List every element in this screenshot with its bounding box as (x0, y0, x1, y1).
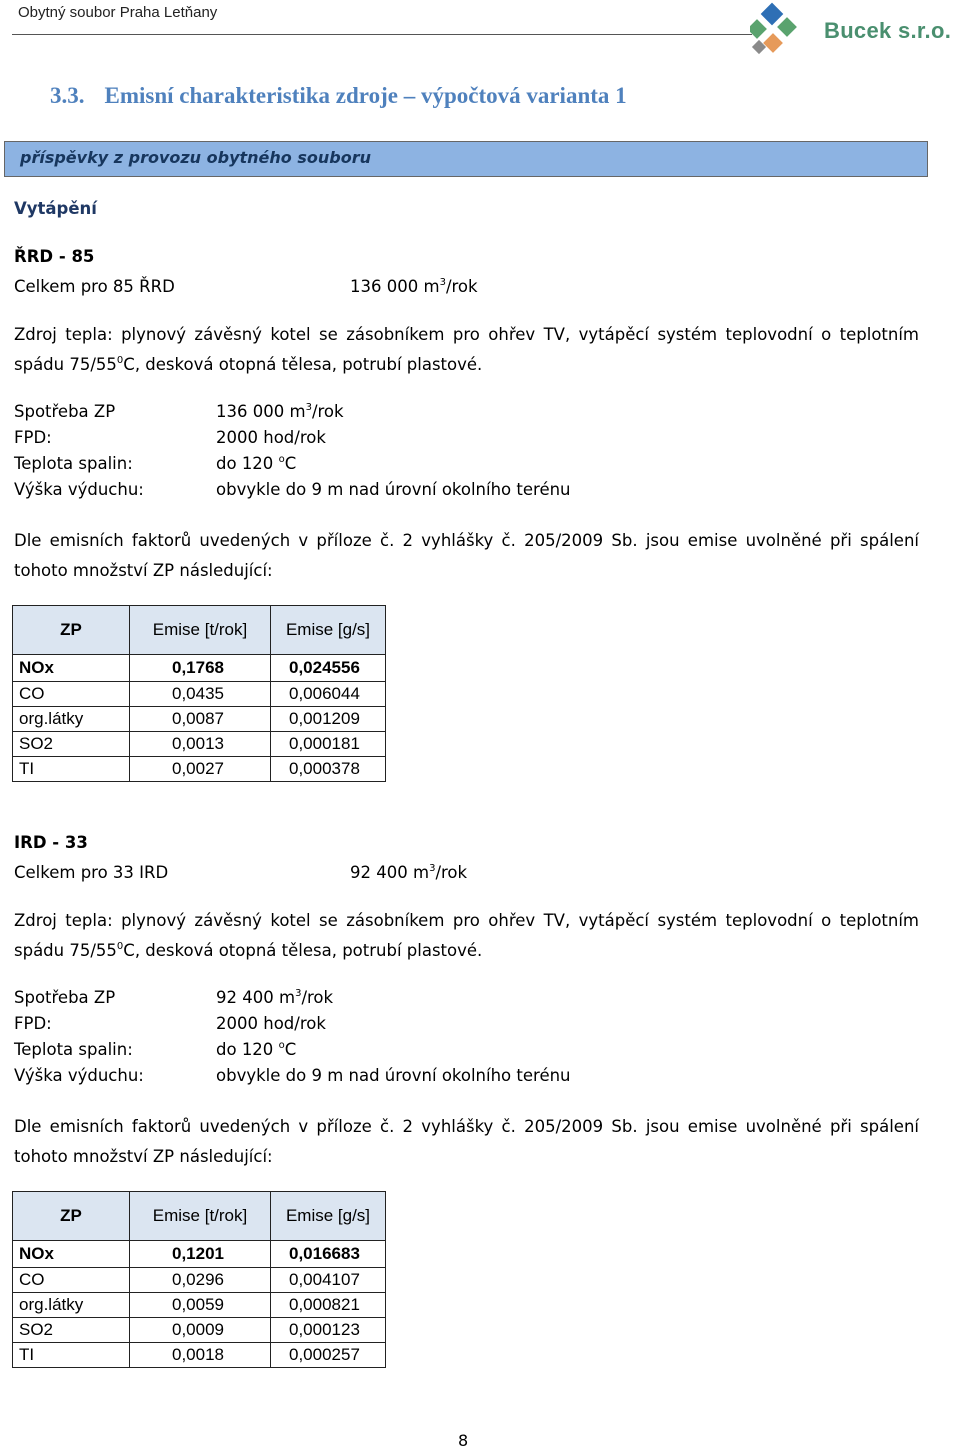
param-value: obvykle do 9 m nad úrovní okolního terénu (216, 480, 571, 499)
param-value: 136 000 $m^3$/rok (216, 402, 344, 421)
table-cell: 0,1768 (130, 655, 271, 682)
page-number: 8 (458, 1431, 469, 1450)
table-cell: 0,0059 (130, 1293, 271, 1318)
total-value: 92 400 $m^3$/rok (350, 863, 468, 882)
emission-intro-paragraph: Dle emisních faktorů uvedených v příloze č. 2 vyhlášky č. 205/2009 Sb. jsou emise uvolněné při spálení tohoto množství ZP následující: (14, 531, 919, 580)
table-cell: 0,000181 (271, 732, 386, 757)
table-cell: CO (13, 682, 130, 707)
table-cell: org.látky (13, 707, 130, 732)
total-label: Celkem pro 33 IRD (14, 863, 169, 882)
param-value: 92 400 $m^3$/rok (216, 988, 334, 1007)
table-cell: 0,000821 (271, 1293, 386, 1318)
param-label: Teplota spalin: (14, 454, 133, 473)
table-cell: 0,024556 (271, 655, 386, 682)
block-title: ŘRD - 85 (14, 247, 95, 266)
table-row (13, 1343, 386, 1368)
banner-text: příspěvky z provozu obytného souboru (20, 148, 371, 167)
document-header-title: Obytný soubor Praha Letňany (18, 4, 218, 21)
table-cell: 0,0018 (130, 1343, 271, 1368)
table-cell: 0,000257 (271, 1343, 386, 1368)
table-row (13, 707, 386, 732)
table-cell: 0,0296 (130, 1268, 271, 1293)
table-row (13, 682, 386, 707)
table-header-cell: ZP (13, 606, 130, 655)
table-cell: org.látky (13, 1293, 130, 1318)
table-header-row (13, 606, 386, 655)
table-cell: 0,001209 (271, 707, 386, 732)
table-row (13, 655, 386, 682)
company-logo (750, 2, 960, 66)
param-value: do 120 $^o$C (216, 454, 297, 473)
diamond-logo-icon (750, 2, 830, 66)
table-cell: 0,0013 (130, 732, 271, 757)
table-cell: 0,0009 (130, 1318, 271, 1343)
table-cell: SO2 (13, 1318, 130, 1343)
table-cell: TI (13, 1343, 130, 1368)
heat-source-paragraph: Zdroj tepla: plynový závěsný kotel se zásobníkem pro ohřev TV, vytápěcí systém teplovodní o teplotním spádu $75/55^0C$, desková otopná tělesa, potrubí plastové. (14, 325, 919, 374)
table-cell: 0,016683 (271, 1241, 386, 1268)
section-number: 3.3. (50, 83, 85, 108)
param-label: Spotřeba ZP (14, 988, 116, 1007)
table-row (13, 1241, 386, 1268)
section-title: Emisní charakteristika zdroje – výpočtová varianta 1 (104, 83, 627, 108)
heat-source-paragraph: Zdroj tepla: plynový závěsný kotel se zásobníkem pro ohřev TV, vytápěcí systém teplovodní o teplotním spádu $75/55^0C$, desková otopná tělesa, potrubí plastové. (14, 911, 919, 960)
section-heading (50, 83, 627, 109)
param-value: 2000 hod/rok (216, 428, 326, 447)
table-row (13, 1293, 386, 1318)
table-cell: 0,0027 (130, 757, 271, 782)
emissions-table (12, 605, 386, 782)
table-cell: 0,000123 (271, 1318, 386, 1343)
header-rule (12, 34, 752, 35)
param-label: Teplota spalin: (14, 1040, 133, 1059)
emission-intro-paragraph: Dle emisních faktorů uvedených v příloze č. 2 vyhlášky č. 205/2009 Sb. jsou emise uvolněné při spálení tohoto množství ZP následující: (14, 1117, 919, 1166)
total-value: 136 000 $m^3$/rok (350, 277, 478, 296)
block-title: IRD - 33 (14, 833, 88, 852)
table-header-cell: Emise [g/s] (271, 606, 386, 655)
table-cell: SO2 (13, 732, 130, 757)
table-row (13, 732, 386, 757)
table-cell: 0,0087 (130, 707, 271, 732)
contributions-banner (4, 141, 928, 177)
param-label: FPD: (14, 1014, 52, 1033)
table-cell: CO (13, 1268, 130, 1293)
table-header-row (13, 1192, 386, 1241)
table-cell: NOx (13, 1241, 130, 1268)
total-label: Celkem pro 85 ŘRD (14, 277, 175, 296)
param-label: Výška výduchu: (14, 480, 144, 499)
table-cell: 0,000378 (271, 757, 386, 782)
param-value: do 120 $^o$C (216, 1040, 297, 1059)
table-cell: 0,006044 (271, 682, 386, 707)
table-cell: 0,0435 (130, 682, 271, 707)
table-header-cell: Emise [t/rok] (130, 1192, 271, 1241)
table-row (13, 757, 386, 782)
table-header-cell: Emise [t/rok] (130, 606, 271, 655)
param-value: obvykle do 9 m nad úrovní okolního terénu (216, 1066, 571, 1085)
table-cell: 0,1201 (130, 1241, 271, 1268)
company-name: Bucek s.r.o. (824, 18, 952, 43)
emissions-table (12, 1191, 386, 1368)
param-label: Spotřeba ZP (14, 402, 116, 421)
table-cell: NOx (13, 655, 130, 682)
table-cell: TI (13, 757, 130, 782)
table-row (13, 1318, 386, 1343)
table-cell: 0,004107 (271, 1268, 386, 1293)
param-label: FPD: (14, 428, 52, 447)
param-label: Výška výduchu: (14, 1066, 144, 1085)
table-row (13, 1268, 386, 1293)
subheading-heating: Vytápění (14, 199, 97, 218)
param-value: 2000 hod/rok (216, 1014, 326, 1033)
table-header-cell: Emise [g/s] (271, 1192, 386, 1241)
table-header-cell: ZP (13, 1192, 130, 1241)
